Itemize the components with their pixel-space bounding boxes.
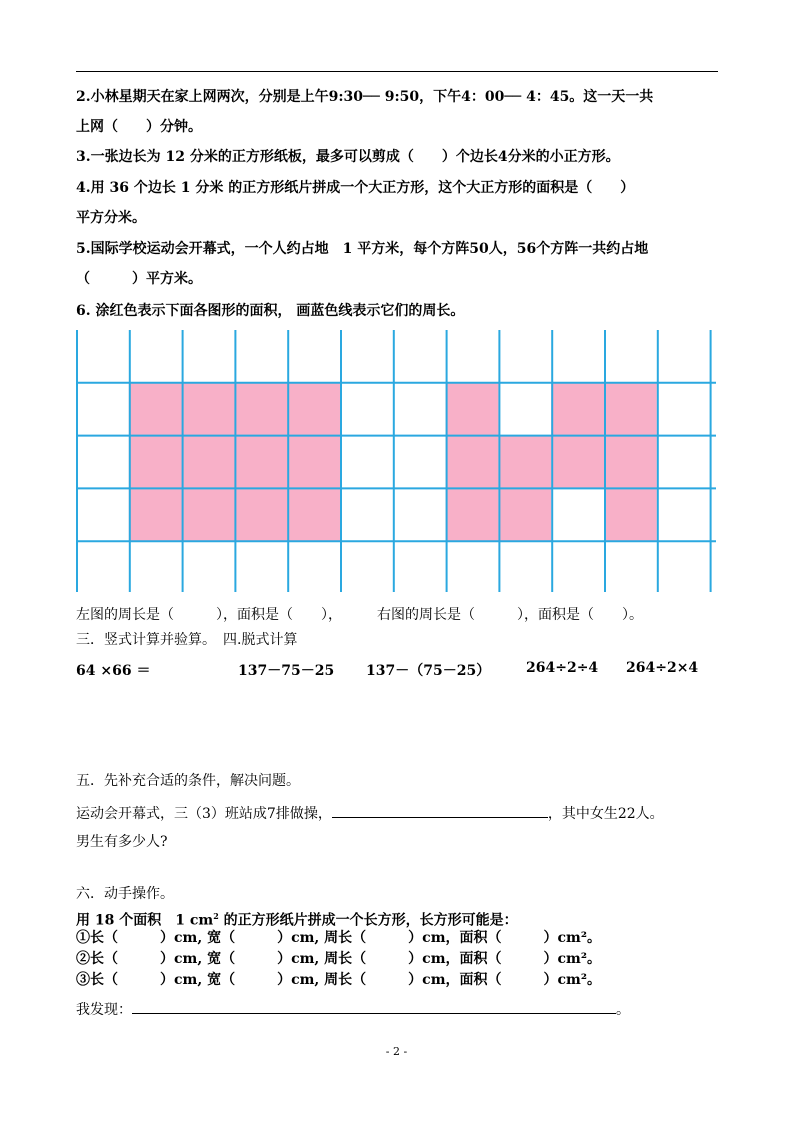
calc-2: 137－75－25 (238, 663, 335, 679)
section-6-intro-pre: 用 18 个面积 1 cm (76, 912, 214, 929)
question-5-line2: （ ）平方米。 (76, 271, 202, 287)
section-5-question: 男生有多少人? (76, 834, 168, 850)
grid-drawing (76, 330, 716, 592)
section-6-row-3: ③长（ ）cm, 宽（ ）cm, 周长（ ）cm，面积（ ）cm²。 (76, 972, 601, 988)
question-2-line2: 上网（ ）分钟。 (76, 119, 202, 135)
section-6-intro (76, 907, 518, 930)
question-4-line1: 4.用 36 个边长 1 分米 的正方形纸片拼成一个大正方形，这个大正方形的面积是（ ） (76, 180, 635, 196)
shaded-region-5 (604, 488, 657, 541)
shaded-region-2 (446, 383, 499, 541)
discovery-line (76, 999, 630, 1019)
question-6: 6. 涂红色表示下面各图形的面积， 画蓝色线表示它们的周长。 (76, 303, 465, 319)
calc-4: 264÷2÷4 (526, 660, 599, 676)
perimeter-area-answers: 左图的周长是（ ），面积是（ ）， 右图的周长是（ ），面积是（ ）。 (76, 607, 643, 623)
section-6-intro-sup: 2 (213, 911, 219, 921)
question-4-line2: 平方分米。 (76, 210, 146, 226)
section-3-4-title: 三．竖式计算并验算。 四.脱式计算 (76, 632, 298, 648)
discovery-end: 。 (616, 1002, 630, 1018)
shape-grid (76, 330, 716, 592)
question-5-line1: 5.国际学校运动会开幕式，一个人约占地 1 平方米，每个方阵50人，56个方阵一共约占地 (76, 241, 649, 257)
discovery-label: 我发现： (76, 1002, 132, 1018)
question-2-line1: 2.小林星期天在家上网两次，分别是上午9:30── 9:50，下午4：00── 4：45。这一天一共 (76, 89, 654, 105)
calc-5: 264÷2×4 (626, 660, 699, 676)
section-5-line1 (76, 803, 664, 823)
section-6-intro-post: 的正方形纸片拼成一个长方形，长方形可能是： (218, 912, 518, 929)
question-3: 3.一张边长为 12 分米的正方形纸板，最多可以剪成（ ）个边长4分米的小正方形。 (76, 149, 620, 165)
section-6-title: 六．动手操作。 (76, 886, 174, 902)
page-number: - 2 - (385, 1045, 408, 1058)
section-6-row-2: ②长（ ）cm, 宽（ ）cm, 周长（ ）cm，面积（ ）cm²。 (76, 951, 601, 967)
section-5-title: 五．先补充合适的条件，解决问题。 (76, 773, 300, 789)
section-6-row-1: ①长（ ）cm, 宽（ ）cm, 周长（ ）cm，面积（ ）cm²。 (76, 930, 601, 946)
header-rule (76, 71, 718, 72)
section-5-line1-post: ，其中女生22人。 (547, 806, 664, 822)
calc-1: 64 ×66 ＝ (76, 663, 151, 679)
calc-3: 137－（75－25） (366, 663, 491, 679)
section-5-line1-pre: 运动会开幕式，三（3）班站成7排做操， (76, 806, 332, 822)
condition-blank[interactable] (332, 803, 548, 818)
discovery-blank[interactable] (132, 999, 616, 1014)
